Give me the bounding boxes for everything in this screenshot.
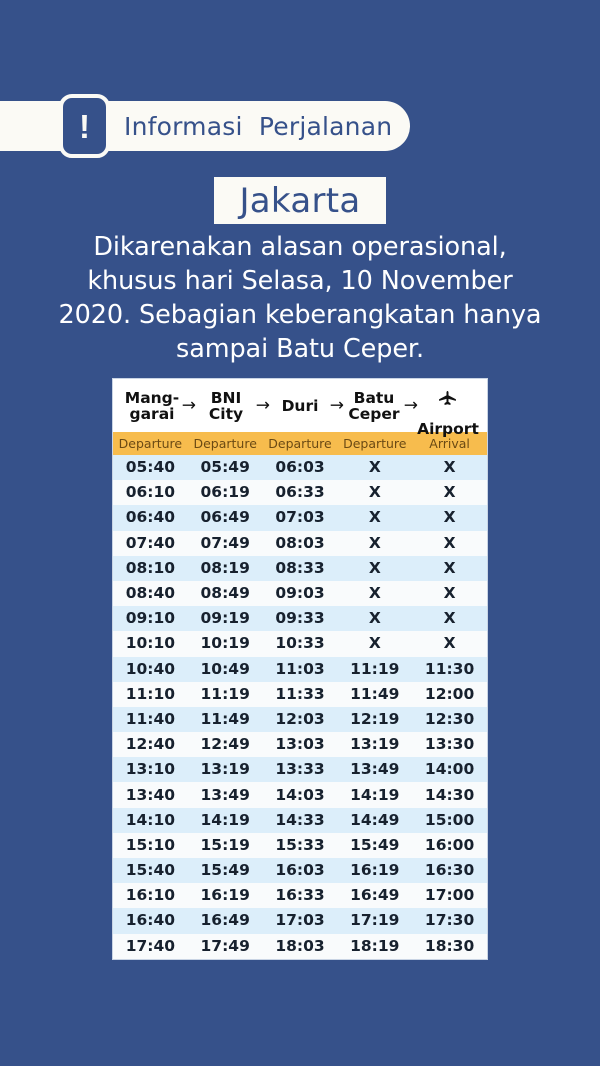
schedule-cell: 15:00 (424, 810, 475, 829)
schedule-station-header (113, 379, 487, 438)
schedule-cell: 14:49 (350, 810, 400, 829)
schedule-cell: 07:49 (200, 533, 250, 552)
table-row (113, 908, 487, 933)
schedule-cell: 18:19 (350, 936, 400, 955)
schedule-cell: 11:19 (200, 684, 250, 703)
schedule-cell: 11:30 (424, 659, 475, 678)
schedule-cell: 13:33 (275, 760, 325, 779)
table-row (113, 858, 487, 883)
schedule-cell: 15:19 (200, 835, 250, 854)
schedule-cell: X (368, 483, 381, 502)
table-row (113, 732, 487, 757)
schedule-cell: 08:49 (200, 584, 250, 603)
schedule-cell: 17:19 (350, 911, 400, 930)
banner-badge-label: ! (79, 107, 90, 145)
schedule-cell: X (368, 584, 381, 603)
station-name: BNI City (208, 388, 244, 423)
station-header-cell (115, 388, 196, 423)
station-name: Duri (281, 396, 319, 415)
schedule-cell: 13:03 (275, 735, 325, 754)
schedule-cell: 12:03 (275, 709, 325, 728)
schedule-cell: 10:19 (200, 634, 250, 653)
city-title: Jakarta (214, 177, 386, 224)
table-row (113, 531, 487, 556)
schedule-cell: 16:19 (350, 861, 400, 880)
schedule-cell: X (443, 458, 456, 477)
schedule-cell: 17:00 (424, 886, 475, 905)
schedule-cell: 15:10 (125, 835, 176, 854)
schedule-body (113, 455, 487, 959)
schedule-cell: 15:40 (125, 861, 176, 880)
schedule-cell: X (443, 634, 456, 653)
table-row (113, 883, 487, 908)
schedule-cell: 12:19 (350, 709, 400, 728)
schedule-cell: 17:30 (424, 911, 475, 930)
schedule-cell: X (368, 609, 381, 628)
schedule-cell: 12:30 (424, 709, 475, 728)
schedule-cell: X (443, 584, 456, 603)
schedule-cell: X (368, 558, 381, 577)
table-row (113, 657, 487, 682)
airplane-icon (438, 391, 457, 405)
station-name-label: Airport (417, 419, 479, 438)
schedule-cell: 06:40 (125, 508, 176, 527)
station-header-cell (337, 388, 418, 423)
schedule-cell: 07:40 (125, 533, 176, 552)
schedule-cell: 12:40 (125, 735, 176, 754)
schedule-cell: 11:49 (350, 684, 400, 703)
schedule-cell: 18:03 (275, 936, 325, 955)
schedule-cell: 09:03 (275, 584, 325, 603)
schedule-table (112, 378, 488, 960)
subheader-cell: Departure (118, 436, 183, 451)
notice-description: Dikarenakan alasan operasional, khusus hari Selasa, 10 November 2020. Sebagian keberangkatan hanya sampai Batu Ceper. (58, 232, 542, 364)
schedule-cell: 12:00 (424, 684, 475, 703)
arrow-right-icon: → (255, 395, 270, 415)
schedule-cell: 16:33 (275, 886, 325, 905)
schedule-cell: 14:19 (350, 785, 400, 804)
schedule-cell: 09:19 (200, 609, 250, 628)
schedule-cell: 16:00 (424, 835, 475, 854)
schedule-cell: 10:33 (275, 634, 325, 653)
schedule-cell: 14:10 (125, 810, 176, 829)
schedule-cell: 08:33 (275, 558, 325, 577)
table-row (113, 782, 487, 807)
table-row (113, 808, 487, 833)
schedule-cell: 16:40 (125, 911, 176, 930)
subheader-cell: Arrival (429, 436, 470, 451)
table-row (113, 505, 487, 530)
schedule-cell: 16:49 (200, 911, 250, 930)
schedule-cell: 08:19 (200, 558, 250, 577)
schedule-cell: 10:10 (125, 634, 176, 653)
schedule-cell: X (443, 558, 456, 577)
schedule-cell: 11:40 (125, 709, 176, 728)
subheader-cell: Departure (193, 436, 257, 451)
schedule-cell: 11:19 (350, 659, 400, 678)
arrow-right-icon: → (329, 395, 344, 415)
station-name: Mang- garai (124, 388, 180, 423)
schedule-cell: 11:03 (275, 659, 325, 678)
table-row (113, 934, 487, 959)
schedule-cell: 17:49 (200, 936, 250, 955)
exclamation-mark-icon (59, 94, 110, 158)
schedule-cell: 16:10 (125, 886, 176, 905)
schedule-cell: 08:03 (275, 533, 325, 552)
schedule-cell: 16:30 (424, 861, 475, 880)
schedule-cell: 08:40 (125, 584, 176, 603)
schedule-cell: 16:03 (275, 861, 325, 880)
schedule-cell: 14:30 (424, 785, 475, 804)
station-header-cell (189, 388, 270, 423)
station-name: Batu Ceper (348, 388, 400, 423)
table-row (113, 682, 487, 707)
schedule-cell: 14:19 (200, 810, 250, 829)
banner-title: Informasi Perjalanan (124, 111, 393, 141)
table-row (113, 833, 487, 858)
schedule-cell: 15:33 (275, 835, 325, 854)
schedule-cell: 13:49 (200, 785, 250, 804)
schedule-cell: X (443, 483, 456, 502)
schedule-cell: 07:03 (275, 508, 325, 527)
schedule-cell: 11:33 (275, 684, 325, 703)
schedule-cell: 16:19 (200, 886, 250, 905)
schedule-cell: 12:49 (200, 735, 250, 754)
schedule-cell: 18:30 (424, 936, 475, 955)
schedule-cell: X (368, 458, 381, 477)
schedule-cell: 11:10 (125, 684, 176, 703)
schedule-cell: 13:49 (350, 760, 400, 779)
schedule-cell: X (368, 508, 381, 527)
schedule-cell: 17:03 (275, 911, 325, 930)
table-row (113, 455, 487, 480)
arrow-right-icon: → (403, 395, 418, 415)
schedule-cell: 05:40 (125, 458, 176, 477)
schedule-cell: X (368, 634, 381, 653)
table-row (113, 581, 487, 606)
schedule-cell: 06:19 (200, 483, 250, 502)
schedule-cell: 09:33 (275, 609, 325, 628)
schedule-cell: 14:03 (275, 785, 325, 804)
subheader-cell: Departure (343, 436, 407, 451)
travel-info-banner (0, 101, 410, 151)
schedule-cell: 10:40 (125, 659, 176, 678)
station-header-cell (411, 375, 485, 437)
arrow-right-icon: → (181, 395, 196, 415)
table-row (113, 631, 487, 656)
station-header-cell (263, 395, 344, 415)
schedule-cell: 13:19 (350, 735, 400, 754)
schedule-cell: 10:49 (200, 659, 250, 678)
schedule-cell: 06:49 (200, 508, 250, 527)
schedule-cell: 15:49 (200, 861, 250, 880)
table-row (113, 757, 487, 782)
schedule-cell: 15:49 (350, 835, 400, 854)
table-row (113, 556, 487, 581)
schedule-cell: 06:33 (275, 483, 325, 502)
schedule-cell: 05:49 (200, 458, 250, 477)
schedule-cell: X (443, 609, 456, 628)
schedule-cell: X (443, 533, 456, 552)
schedule-cell: 11:49 (200, 709, 250, 728)
schedule-cell: 13:10 (125, 760, 176, 779)
schedule-cell: 16:49 (350, 886, 400, 905)
schedule-cell: 14:00 (424, 760, 475, 779)
table-row (113, 480, 487, 505)
schedule-cell: 06:10 (125, 483, 176, 502)
table-row (113, 707, 487, 732)
station-name-with-icon (417, 375, 479, 437)
schedule-cell: 13:40 (125, 785, 176, 804)
schedule-cell: 06:03 (275, 458, 325, 477)
schedule-cell: 13:19 (200, 760, 250, 779)
schedule-cell: 14:33 (275, 810, 325, 829)
subheader-cell: Departure (268, 436, 332, 451)
schedule-cell: X (368, 533, 381, 552)
schedule-cell: 13:30 (424, 735, 475, 754)
table-row (113, 606, 487, 631)
schedule-cell: 08:10 (125, 558, 176, 577)
schedule-cell: X (443, 508, 456, 527)
schedule-cell: 17:40 (125, 936, 176, 955)
schedule-cell: 09:10 (125, 609, 176, 628)
